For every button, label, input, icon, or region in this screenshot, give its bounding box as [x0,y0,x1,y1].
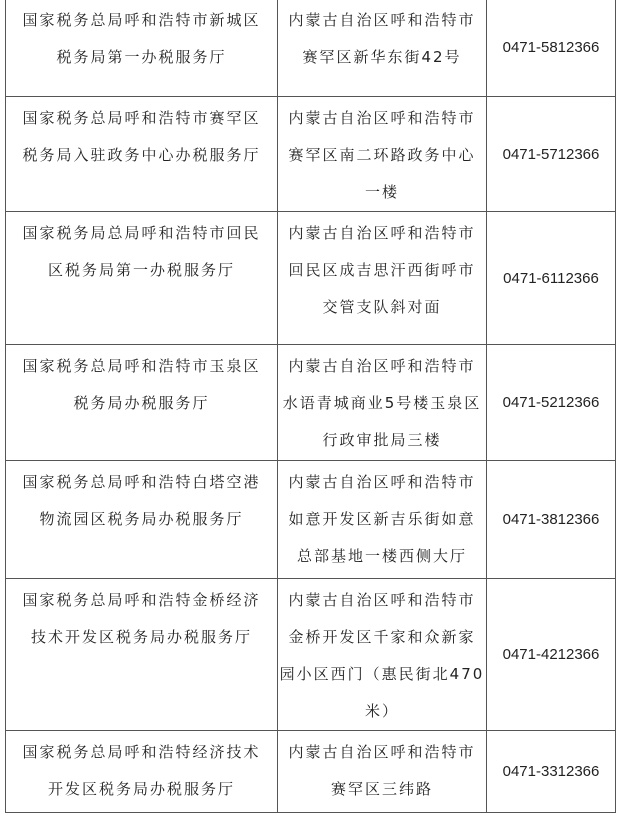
office-address-line: 内蒙古自治区呼和浩特市 [288,591,476,609]
office-address-line: 园小区西门（惠民街北470 [279,665,485,683]
office-address-line: 总部基地一楼西侧大厅 [296,547,467,565]
office-phone-cell [487,461,616,579]
office-address-cell [278,97,487,212]
office-phone-cell [487,212,616,345]
office-address-line: 内蒙古自治区呼和浩特市 [288,11,476,29]
office-name-line: 开发区税务局办税服务厅 [47,780,235,798]
office-phone-cell [487,97,616,212]
office-phone-cell [487,579,616,731]
office-name-line: 国家税务总局呼和浩特金桥经济 [22,591,261,609]
office-address-line: 内蒙古自治区呼和浩特市 [288,743,476,761]
office-address-cell [278,579,487,731]
table-row [6,97,616,212]
office-phone-cell [487,0,616,97]
office-name-line: 国家税务局总局呼和浩特市回民 [22,224,261,242]
office-name-cell [6,0,278,97]
office-phone: 0471-3812366 [502,511,600,528]
office-address-line: 赛罕区新华东街42号 [302,48,462,66]
office-name-cell [6,461,278,579]
office-name-line: 税务局办税服务厅 [73,394,210,412]
tax-office-table [5,0,616,813]
office-phone: 0471-6112366 [503,269,599,287]
office-address-line: 内蒙古自治区呼和浩特市 [288,224,476,242]
office-phone: 0471-5812366 [502,39,600,56]
office-name-line: 国家税务总局呼和浩特市玉泉区 [22,357,261,375]
office-name-cell [6,345,278,461]
office-name-cell [6,212,278,345]
table-row [6,731,616,813]
office-address-cell [278,731,487,813]
office-address-line: 赛罕区三纬路 [330,780,433,798]
office-phone: 0471-5212366 [502,394,600,411]
office-name-cell [6,579,278,731]
office-name-line: 国家税务总局呼和浩特白塔空港 [22,473,261,491]
office-name-cell [6,731,278,813]
office-address-cell [278,345,487,461]
office-address-line: 米） [364,702,399,720]
office-phone: 0471-5712366 [502,145,600,163]
office-phone: 0471-4212366 [502,646,600,663]
table-row [6,345,616,461]
office-name-line: 国家税务总局呼和浩特市赛罕区 [22,109,261,127]
office-address-line: 交管支队斜对面 [322,298,442,316]
office-name-cell [6,97,278,212]
table-row [6,461,616,579]
office-address-cell [278,461,487,579]
office-address-line: 如意开发区新吉乐街如意 [288,510,476,528]
office-address-line: 行政审批局三楼 [322,431,442,449]
office-name-line: 技术开发区税务局办税服务厅 [30,628,252,646]
table-row [6,579,616,731]
office-name-line: 国家税务总局呼和浩特经济技术 [22,743,261,761]
office-phone: 0471-3312366 [502,763,600,780]
office-name-line: 物流园区税务局办税服务厅 [39,510,244,528]
office-address-line: 赛罕区南二环路政务中心 [288,146,476,164]
office-address-line: 一楼 [364,183,399,201]
office-address-line: 内蒙古自治区呼和浩特市 [288,473,476,491]
office-name-line: 国家税务总局呼和浩特市新城区 [22,11,261,29]
office-address-cell [278,0,487,97]
office-phone-cell [487,345,616,461]
office-address-cell [278,212,487,345]
office-name-line: 税务局入驻政务中心办税服务厅 [22,146,261,164]
office-name-line: 区税务局第一办税服务厅 [47,261,235,279]
office-address-line: 内蒙古自治区呼和浩特市 [288,357,476,375]
office-address-line: 内蒙古自治区呼和浩特市 [288,109,476,127]
office-address-line: 回民区成吉思汗西街呼市 [288,261,476,279]
office-address-line: 水语青城商业5号楼玉泉区 [282,394,482,412]
office-phone-cell [487,731,616,813]
table-row [6,212,616,345]
office-name-line: 税务局第一办税服务厅 [56,48,227,66]
table-row [6,0,616,97]
office-address-line: 金桥开发区千家和众新家 [288,628,476,646]
